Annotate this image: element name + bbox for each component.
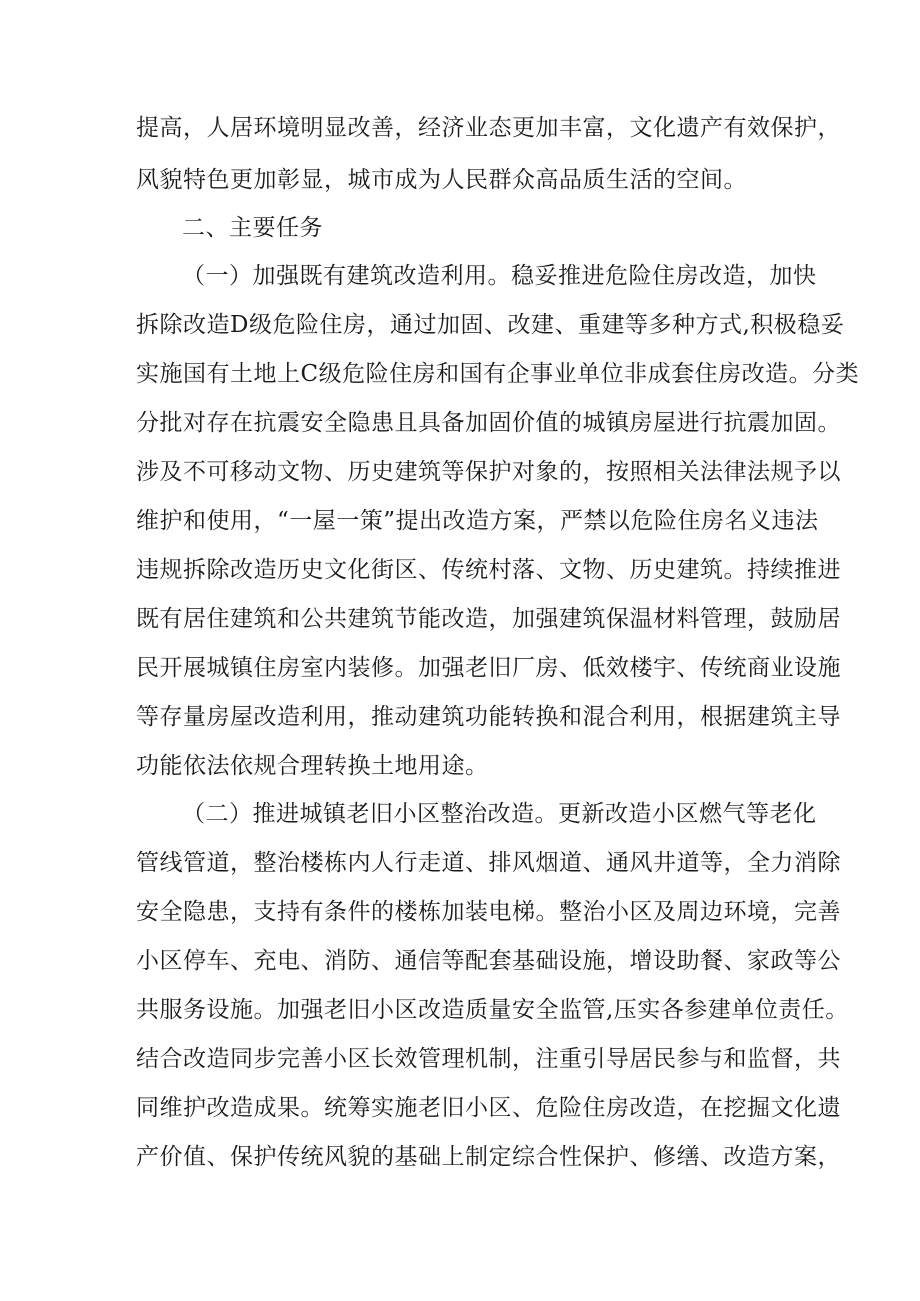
text-line: 维护和使用，“一屋一策”提出改造方案，严禁以危险住房名义违法	[136, 508, 819, 534]
text-line: 管线管道，整治楼栋内人行走道、排风烟道、通风井道等，全力消除	[136, 850, 841, 876]
paragraph-first-line: （一）加强既有建筑改造利用。稳妥推进危险住房改造，加快	[182, 263, 817, 289]
text-line: 小区停车、充电、消防、通信等配套基础设施，增设助餐、家政等公	[136, 948, 841, 974]
text-line: 安全隐患，支持有条件的楼栋加装电梯。整治小区及周边环境，完善	[136, 899, 841, 925]
text-line: 既有居住建筑和公共建筑节能改造，加强建筑保温材料管理，鼓励居	[136, 606, 841, 632]
text-line: 功能依法依规合理转换土地用途。	[136, 753, 489, 779]
text-line: 共服务设施。加强老旧小区改造质量安全监管,压实各参建单位责任。	[136, 997, 849, 1023]
text-line: 等存量房屋改造利用，推动建筑功能转换和混合利用，根据建筑主导	[136, 704, 841, 730]
text-line: 实施国有土地上C级危险住房和国有企事业单位非成套住房改造。分类	[136, 361, 860, 387]
text-line: 民开展城镇住房室内装修。加强老旧厂房、低效楼宇、传统商业设施	[136, 655, 841, 681]
section-heading: 二、主要任务	[182, 215, 323, 241]
text-line: 风貌特色更加彰显，城市成为人民群众高品质生活的空间。	[136, 167, 747, 193]
text-line: 涉及不可移动文物、历史建筑等保护对象的，按照相关法律法规予以	[136, 459, 841, 485]
text-line: 产价值、保护传统风貌的基础上制定综合性保护、修缮、改造方案，	[136, 1144, 841, 1170]
text-line: 提高，人居环境明显改善，经济业态更加丰富，文化遗产有效保护，	[136, 115, 841, 141]
text-line: 同维护改造成果。统筹实施老旧小区、危险住房改造，在挖掘文化遗	[136, 1095, 841, 1121]
text-line: 结合改造同步完善小区长效管理机制，注重引导居民参与和监督，共	[136, 1046, 841, 1072]
text-line: 分批对存在抗震安全隐患且具备加固价值的城镇房屋进行抗震加固。	[136, 410, 841, 436]
text-line: 拆除改造D级危险住房，通过加固、改建、重建等多种方式,积极稳妥	[136, 312, 845, 338]
text-line: 违规拆除改造历史文化街区、传统村落、文物、历史建筑。持续推进	[136, 557, 841, 583]
paragraph-first-line: （二）推进城镇老旧小区整治改造。更新改造小区燃气等老化	[182, 801, 817, 827]
